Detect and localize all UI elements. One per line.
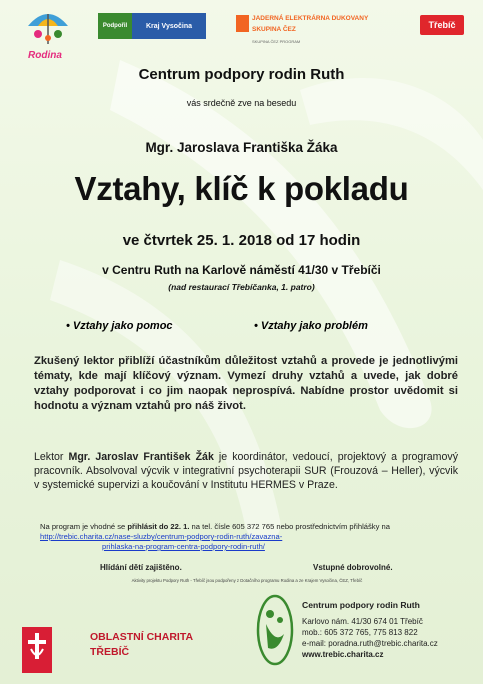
cez-line1: JADERNÁ ELEKTRÁRNA DUKOVANY	[252, 15, 369, 22]
contact-title: Centrum podpory rodin Ruth	[302, 600, 420, 610]
contact-email[interactable]: e-mail: poradna.ruth@trebic.charita.cz	[302, 639, 438, 648]
charita-city: TŘEBÍČ	[90, 646, 130, 658]
speaker-name: Mgr. Jaroslava Františka Žáka	[145, 140, 338, 155]
registration-text-2: na tel. čísle 605 372 765 nebo prostřednictvím přihlášky na	[189, 522, 390, 531]
contact-phone: mob.: 605 372 765, 775 813 822	[302, 628, 418, 637]
rodina-label: Rodina	[28, 50, 62, 61]
lecturer-paragraph	[34, 450, 458, 492]
umbrella-family-icon	[24, 4, 72, 50]
kraj-vysocina-logo	[98, 13, 206, 39]
charita-name: OBLASTNÍ CHARITA	[90, 631, 194, 643]
event-place-note: (nad restaurací Třebíčanka, 1. patro)	[168, 282, 315, 292]
cez-line2: SKUPINA ČEZ	[252, 26, 296, 33]
admission-note: Vstupné dobrovolné.	[313, 563, 393, 572]
kraj-left-label: Podpořil	[98, 13, 132, 39]
event-place: v Centru Ruth na Karlově náměstí 41/30 v Třebíči	[102, 263, 381, 277]
cez-line3: SKUPINA ČEZ PROGRAM	[252, 39, 301, 44]
description-paragraph: Zkušený lektor přiblíží účastníkům důležitost vztahů a provede je jednotlivými tématy, kde mají klíčový význam. Vymezí druhy vztahů a uvede, jak dobré vztahy podporovat i co jim naopak neprospívá. Nabídne prostor uvědomit si hodnotu a význam vztahů pro náš život.	[34, 355, 458, 412]
invitation-text: vás srdečně zve na besedu	[186, 98, 297, 108]
cez-mark-icon	[236, 15, 249, 32]
charita-logo	[8, 603, 228, 681]
rodina-logo	[24, 4, 72, 64]
lecturer-name: Mgr. Jaroslav František Žák	[68, 451, 214, 463]
contact-block	[302, 600, 482, 660]
topic-item: • Vztahy jako pomoc	[66, 320, 173, 332]
charita-cross-icon	[22, 627, 52, 673]
organization-name: Centrum podpory rodin Ruth	[138, 66, 345, 83]
registration-deadline: přihlásit do 22. 1.	[127, 522, 190, 531]
contact-website[interactable]: www.trebic.charita.cz	[302, 650, 384, 659]
registration-info	[40, 522, 460, 552]
kraj-right-label: Kraj Vysočina	[132, 13, 206, 39]
funding-fine-print: Aktivity projektu Podpory Ruth - Třebíč jsou podpořeny z Dotačního programu Rodina a ze Krajem Vysočina, ČEZ, Třebíč	[131, 578, 363, 583]
event-date: ve čtvrtek 25. 1. 2018 od 17 hodin	[122, 232, 361, 249]
lecturer-bio: je koordinátor, vedoucí, projektový a programový pracovník. Absolvoval výcvik v integrativní psychoterapii SUR (Frouzová – Heller), výcvik v systemické supervizi a koučování v Institutu HERMES v Praze.	[34, 451, 458, 491]
registration-link[interactable]: http://trebic.charita.cz/nase-sluzby/centrum-podpory-rodin-ruth/zavazna-	[40, 532, 283, 541]
sponsor-logos	[0, 0, 483, 70]
event-title: Vztahy, klíč k pokladu	[74, 170, 409, 207]
childcare-note: Hlídání dětí zajištěno.	[100, 563, 182, 572]
ruth-family-icon	[256, 594, 294, 666]
cez-logo	[236, 15, 369, 49]
contact-address: Karlovo nám. 41/30 674 01 Třebíč	[302, 617, 423, 626]
registration-link-continued[interactable]: prihlaska-na-program-centra-podpory-rodin-ruth/	[102, 542, 265, 551]
trebic-logo: Třebíč	[420, 15, 464, 35]
topic-item: • Vztahy jako problém	[254, 320, 368, 332]
lecturer-prefix: Lektor	[34, 451, 69, 463]
registration-text: Na program je vhodné se	[40, 522, 128, 531]
